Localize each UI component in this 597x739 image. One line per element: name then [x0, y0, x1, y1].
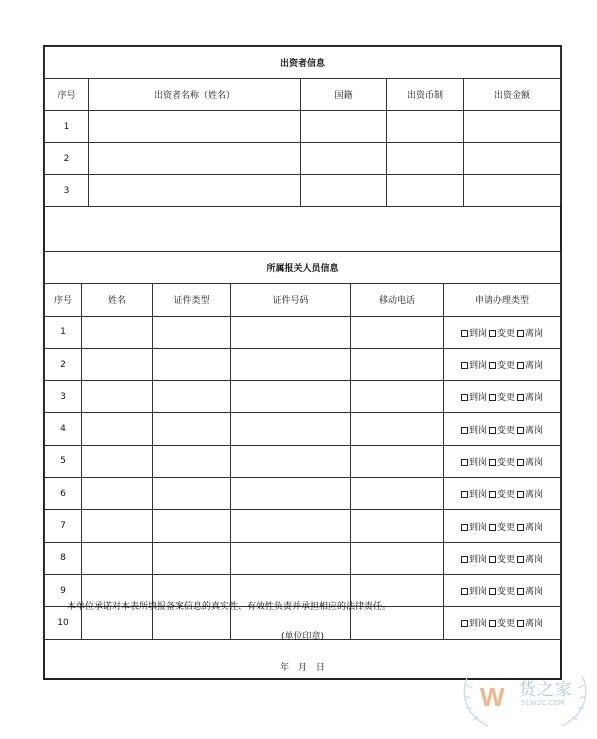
- watermark-url: 51W2C.COM: [521, 699, 565, 707]
- id-type-cell[interactable]: [153, 510, 231, 542]
- mobile-cell[interactable]: [351, 413, 444, 445]
- checkbox-option[interactable]: [517, 455, 543, 468]
- row-index: 2: [45, 143, 89, 175]
- checkbox-option[interactable]: [517, 552, 543, 565]
- row-index: 1: [45, 111, 89, 143]
- staff-name-cell[interactable]: [82, 316, 153, 348]
- checkbox-label: 变更: [496, 328, 515, 339]
- checkbox-label: 到岗: [468, 457, 487, 468]
- checkbox-option[interactable]: [489, 326, 515, 339]
- investor-header-nationality: 国籍: [301, 79, 387, 111]
- investor-name-cell[interactable]: [89, 143, 301, 175]
- staff-section-title: 所属报关人员信息: [45, 252, 561, 284]
- currency-cell[interactable]: [387, 175, 464, 207]
- staff-name-cell[interactable]: [82, 445, 153, 477]
- nationality-cell[interactable]: [301, 175, 387, 207]
- application-type-options: [444, 510, 561, 542]
- row-index: 3: [45, 175, 89, 207]
- row-index: 9: [45, 574, 82, 606]
- id-type-cell[interactable]: [153, 445, 231, 477]
- seal-label: (单位印章): [280, 632, 325, 642]
- checkbox-label: 离岗: [525, 425, 544, 436]
- checkbox-icon[interactable]: [489, 556, 496, 563]
- checkbox-label: 变更: [496, 457, 515, 468]
- investor-name-cell[interactable]: [89, 175, 301, 207]
- checkbox-icon[interactable]: [517, 524, 524, 531]
- checkbox-icon[interactable]: [489, 362, 496, 369]
- checkbox-icon[interactable]: [461, 362, 468, 369]
- investor-section-title: 出资者信息: [45, 47, 561, 79]
- checkbox-option[interactable]: [461, 520, 487, 533]
- checkbox-label: 变更: [496, 393, 515, 404]
- checkbox-icon[interactable]: [489, 427, 496, 434]
- row-index: 10: [45, 607, 82, 639]
- checkbox-option[interactable]: [489, 423, 515, 436]
- id-type-cell[interactable]: [153, 348, 231, 380]
- checkbox-option[interactable]: [489, 520, 515, 533]
- checkbox-label: 离岗: [525, 619, 544, 630]
- checkbox-option[interactable]: [517, 520, 543, 533]
- checkbox-label: 离岗: [525, 457, 544, 468]
- row-index: 2: [45, 348, 82, 380]
- checkbox-label: 到岗: [468, 522, 487, 533]
- staff-table: [44, 251, 561, 640]
- mobile-cell[interactable]: [351, 316, 444, 348]
- checkbox-label: 到岗: [468, 619, 487, 630]
- declaration-form: [43, 45, 562, 680]
- checkbox-option[interactable]: [517, 487, 543, 500]
- table-row: [45, 143, 561, 175]
- investor-table: [44, 46, 561, 207]
- checkbox-icon[interactable]: [517, 394, 524, 401]
- checkbox-option[interactable]: [461, 455, 487, 468]
- application-type-options: [444, 445, 561, 477]
- staff-header-id-number: 证件号码: [231, 284, 351, 316]
- checkbox-option[interactable]: [461, 552, 487, 565]
- checkbox-label: 变更: [496, 522, 515, 533]
- checkbox-icon[interactable]: [489, 394, 496, 401]
- checkbox-label: 变更: [496, 619, 515, 630]
- checkbox-icon[interactable]: [461, 491, 468, 498]
- staff-header-application-type: 申请办理类型: [444, 284, 561, 316]
- investor-header-index: 序号: [45, 79, 89, 111]
- nationality-cell[interactable]: [301, 111, 387, 143]
- checkbox-option[interactable]: [489, 487, 515, 500]
- checkbox-label: 到岗: [468, 361, 487, 372]
- watermark-logo-letter: W: [480, 682, 505, 712]
- checkbox-label: 离岗: [525, 587, 544, 598]
- row-index: 4: [45, 413, 82, 445]
- checkbox-icon[interactable]: [461, 524, 468, 531]
- application-type-options: [444, 316, 561, 348]
- id-type-cell[interactable]: [153, 478, 231, 510]
- mobile-cell[interactable]: [351, 381, 444, 413]
- staff-header-row: [45, 284, 561, 316]
- checkbox-label: 到岗: [468, 587, 487, 598]
- currency-cell[interactable]: [387, 143, 464, 175]
- mobile-cell[interactable]: [351, 478, 444, 510]
- amount-cell[interactable]: [464, 111, 561, 143]
- checkbox-icon[interactable]: [517, 330, 524, 337]
- currency-cell[interactable]: [387, 111, 464, 143]
- checkbox-icon[interactable]: [461, 556, 468, 563]
- table-row: [45, 478, 561, 510]
- checkbox-label: 变更: [496, 490, 515, 501]
- checkbox-label: 到岗: [468, 554, 487, 565]
- checkbox-option[interactable]: [517, 390, 543, 403]
- checkbox-icon[interactable]: [489, 491, 496, 498]
- checkbox-icon[interactable]: [517, 459, 524, 466]
- table-row: [45, 542, 561, 574]
- checkbox-icon[interactable]: [489, 459, 496, 466]
- checkbox-option[interactable]: [517, 326, 543, 339]
- staff-header-mobile: 移动电话: [351, 284, 444, 316]
- mobile-cell[interactable]: [351, 348, 444, 380]
- id-number-cell[interactable]: [231, 413, 351, 445]
- table-row: [45, 445, 561, 477]
- investor-header-name: 出资者名称（姓名）: [89, 79, 301, 111]
- table-row: [45, 413, 561, 445]
- checkbox-icon[interactable]: [517, 427, 524, 434]
- checkbox-option[interactable]: [489, 552, 515, 565]
- table-row: [45, 510, 561, 542]
- table-row: [45, 111, 561, 143]
- checkbox-label: 到岗: [468, 425, 487, 436]
- checkbox-option[interactable]: [489, 358, 515, 371]
- checkbox-icon[interactable]: [517, 491, 524, 498]
- id-type-cell[interactable]: [153, 316, 231, 348]
- checkbox-icon[interactable]: [461, 459, 468, 466]
- application-type-options: [444, 381, 561, 413]
- table-row: [45, 316, 561, 348]
- amount-cell[interactable]: [464, 175, 561, 207]
- staff-name-cell[interactable]: [82, 413, 153, 445]
- row-index: 8: [45, 542, 82, 574]
- date-label: 年 月 日: [280, 663, 325, 673]
- checkbox-option[interactable]: [461, 390, 487, 403]
- checkbox-icon[interactable]: [461, 427, 468, 434]
- checkbox-option[interactable]: [461, 326, 487, 339]
- checkbox-option[interactable]: [461, 358, 487, 371]
- checkbox-icon[interactable]: [517, 556, 524, 563]
- staff-name-cell[interactable]: [82, 381, 153, 413]
- staff-header-name: 姓名: [82, 284, 153, 316]
- checkbox-label: 变更: [496, 587, 515, 598]
- form-footer: [45, 586, 560, 680]
- mobile-cell[interactable]: [351, 510, 444, 542]
- checkbox-option[interactable]: [489, 455, 515, 468]
- investor-header-amount: 出资金额: [464, 79, 561, 111]
- checkbox-label: 到岗: [468, 393, 487, 404]
- table-row: [45, 175, 561, 207]
- table-row: [45, 348, 561, 380]
- id-type-cell[interactable]: [153, 542, 231, 574]
- checkbox-option[interactable]: [517, 358, 543, 371]
- id-number-cell[interactable]: [231, 381, 351, 413]
- application-type-options: [444, 413, 561, 445]
- checkbox-label: 离岗: [525, 490, 544, 501]
- watermark-text: 货之家: [519, 680, 573, 700]
- checkbox-label: 离岗: [525, 522, 544, 533]
- mobile-cell[interactable]: [351, 542, 444, 574]
- checkbox-icon[interactable]: [461, 330, 468, 337]
- checkbox-icon[interactable]: [461, 394, 468, 401]
- checkbox-label: 离岗: [525, 328, 544, 339]
- application-type-options: [444, 542, 561, 574]
- checkbox-label: 变更: [496, 361, 515, 372]
- checkbox-icon[interactable]: [517, 362, 524, 369]
- staff-name-cell[interactable]: [82, 348, 153, 380]
- row-index: 1: [45, 316, 82, 348]
- checkbox-icon[interactable]: [489, 330, 496, 337]
- checkbox-option[interactable]: [461, 487, 487, 500]
- staff-name-cell[interactable]: [82, 542, 153, 574]
- row-index: 7: [45, 510, 82, 542]
- application-type-options: [444, 348, 561, 380]
- id-number-cell[interactable]: [231, 542, 351, 574]
- checkbox-label: 离岗: [525, 393, 544, 404]
- checkbox-label: 到岗: [468, 490, 487, 501]
- checkbox-option[interactable]: [517, 423, 543, 436]
- staff-header-id-type: 证件类型: [153, 284, 231, 316]
- staff-header-index: 序号: [45, 284, 82, 316]
- checkbox-label: 离岗: [525, 361, 544, 372]
- checkbox-label: 变更: [496, 554, 515, 565]
- amount-cell[interactable]: [464, 143, 561, 175]
- id-type-cell[interactable]: [153, 413, 231, 445]
- checkbox-option[interactable]: [461, 423, 487, 436]
- application-type-options: [444, 478, 561, 510]
- row-index: 3: [45, 381, 82, 413]
- id-number-cell[interactable]: [231, 510, 351, 542]
- row-index: 5: [45, 445, 82, 477]
- nationality-cell[interactable]: [301, 143, 387, 175]
- id-type-cell[interactable]: [153, 381, 231, 413]
- checkbox-label: 到岗: [468, 328, 487, 339]
- checkbox-icon[interactable]: [489, 524, 496, 531]
- investor-header-row: [45, 79, 561, 111]
- staff-name-cell[interactable]: [82, 510, 153, 542]
- row-index: 6: [45, 478, 82, 510]
- staff-name-cell[interactable]: [82, 478, 153, 510]
- id-number-cell[interactable]: [231, 348, 351, 380]
- investor-name-cell[interactable]: [89, 111, 301, 143]
- id-number-cell[interactable]: [231, 316, 351, 348]
- table-row: [45, 381, 561, 413]
- checkbox-label: 变更: [496, 425, 515, 436]
- id-number-cell[interactable]: [231, 478, 351, 510]
- id-number-cell[interactable]: [231, 445, 351, 477]
- checkbox-option[interactable]: [489, 390, 515, 403]
- mobile-cell[interactable]: [351, 445, 444, 477]
- checkbox-label: 离岗: [525, 554, 544, 565]
- investor-header-currency: 出资币制: [387, 79, 464, 111]
- declaration-text: 本单位承诺对本表所填报备案信息的真实性、有效性负责并承担相应的法律责任。: [67, 602, 392, 612]
